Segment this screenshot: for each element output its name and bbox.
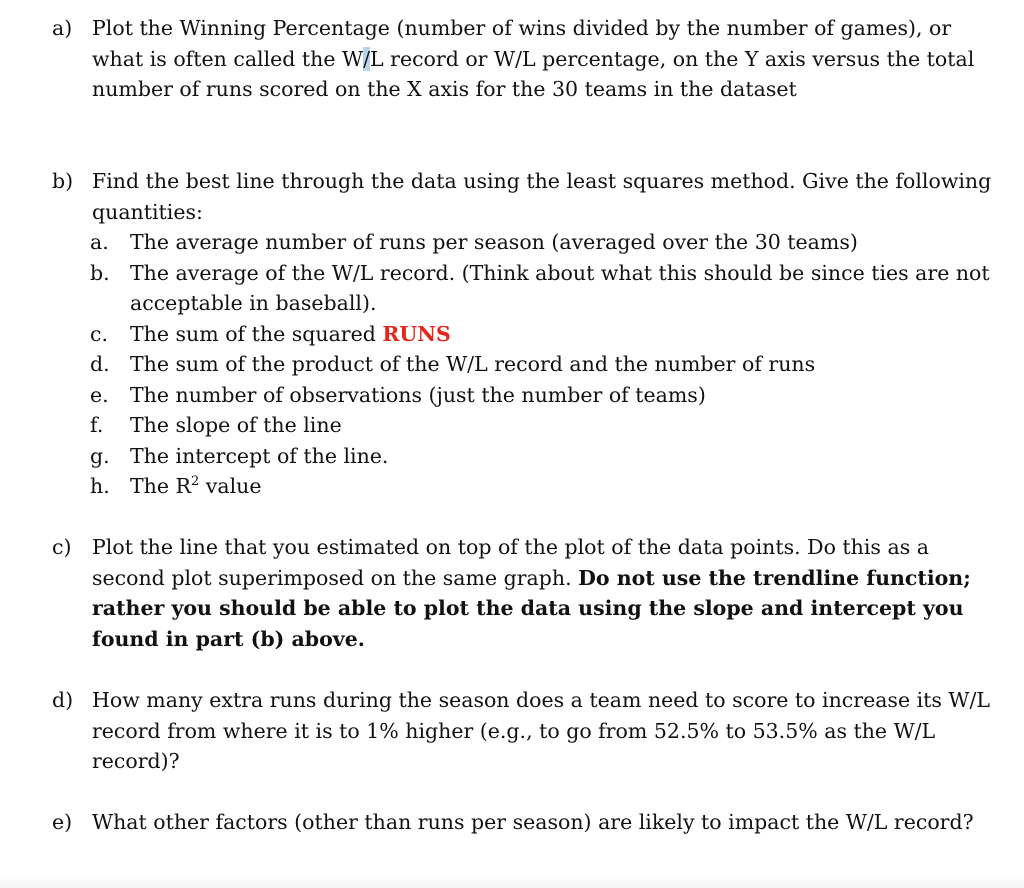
- question-b-item-g: g. The intercept of the line.: [90, 443, 389, 468]
- question-d-text: How many extra runs during the season does a team need to score to increase its W/L record from where it is to 1% higher (e.g., to go from 52.5% to 53.5% as the W/L record)?: [92, 688, 991, 773]
- superscript-2: 2: [190, 474, 200, 489]
- question-c-marker: c): [52, 535, 72, 559]
- question-b-item-f: f. The slope of the line: [90, 413, 342, 437]
- question-a-text: Plot the Winning Percentage (number of wins divided by the number of games), or what is often called the W/L record or W/L percentage, on the Y axis versus the total number of runs scored on the X axis for the 30 teams in the dataset: [92, 16, 975, 101]
- question-b-item-h: h. The $R^2$ value: [90, 474, 262, 498]
- runs-highlight: RUNS: [382, 321, 451, 346]
- question-d-marker: d): [52, 688, 74, 712]
- question-e: [52, 807, 1012, 838]
- page-bottom-shade: [0, 874, 1024, 888]
- question-e-marker: e): [52, 810, 73, 834]
- question-a: [52, 13, 1012, 105]
- question-c-text: Plot the line that you estimated on top of the plot of the data points. Do this as a second plot superimposed on the same graph. Do not use the trendline function; rather you should be able to plot the data using the slope and intercept you found in part (b) above.: [92, 535, 971, 651]
- question-b-item-d: d. The sum of the product of the W/L record and the number of runs: [90, 352, 816, 376]
- question-b-item-a: a. The average number of runs per season (averaged over the 30 teams): [90, 230, 858, 254]
- question-b-text: Find the best line through the data using the least squares method. Give the following quantities:: [92, 169, 992, 224]
- question-b-item-e: e. The number of observations (just the number of teams): [90, 382, 706, 407]
- question-d: [52, 685, 1012, 777]
- question-b: [52, 166, 1012, 502]
- question-c: [52, 532, 1012, 654]
- question-b-item-c: c. The sum of the squared RUNS: [90, 321, 451, 346]
- question-e-text: What other factors (other than runs per season) are likely to impact the W/L record?: [92, 810, 974, 834]
- question-c-bold-text: Do not use the trendline function; rather you should be able to plot the data using the slope and intercept you found in part (b) above.: [92, 565, 971, 651]
- question-a-marker: a): [52, 16, 73, 40]
- text-cursor: /: [363, 46, 371, 71]
- question-b-item-b: b. The average of the W/L record. (Think about what this should be since ties are not acceptable in baseball).: [90, 260, 990, 315]
- question-b-marker: b): [52, 169, 74, 193]
